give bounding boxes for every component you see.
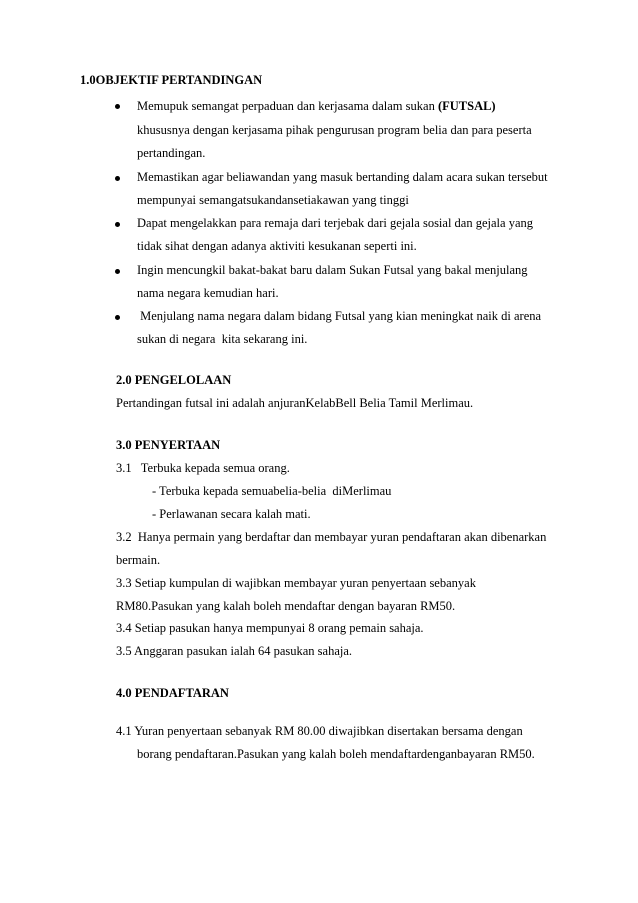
clause-3-4: 3.4 Setiap pasukan hanya mempunyai 8 orang pemain sahaja. [116, 621, 424, 635]
objective-1-line-3: pertandingan. [137, 146, 206, 160]
objective-4-line-1: Ingin mencungkil bakat-bakat baru dalam Sukan Futsal yang bakal menjulang [137, 263, 528, 277]
clause-3-1: 3.1 Terbuka kepada semua orang. [116, 461, 290, 475]
objective-2-line-2: mempunyai semangatsukandansetiakawan yang tinggi [137, 193, 409, 207]
clause-4-1-line-2: borang pendaftaran.Pasukan yang kalah boleh mendaftardenganbayaran RM50. [137, 747, 535, 761]
clause-3-2-line-2: bermain. [116, 553, 161, 567]
objective-5-line-1: Menjulang nama negara dalam bidang Futsal yang kian meningkat naik di arena [137, 309, 542, 323]
section-2-text: Pertandingan futsal ini adalah anjuranKelabBell Belia Tamil Merlimau. [116, 396, 474, 410]
clause-4-1-line-1: 4.1 Yuran penyertaan sebanyak RM 80.00 diwajibkan disertakan bersama dengan [116, 724, 523, 738]
objective-1-bold-text: (FUTSAL) [437, 99, 496, 113]
clause-3-5: 3.5 Anggaran pasukan ialah 64 pasukan sahaja. [116, 644, 353, 658]
section-2-heading: 2.0 PENGELOLAAN [116, 373, 232, 387]
section-4-heading: 4.0 PENDAFTARAN [116, 686, 229, 700]
objective-5-line-2: sukan di negara kita sekarang ini. [137, 332, 308, 346]
bullet-icon [115, 104, 120, 109]
bullet-icon [115, 176, 120, 181]
objective-3-line-2: tidak sihat dengan adanya aktiviti kesukanan seperti ini. [137, 239, 417, 253]
clause-3-1-b: - Perlawanan secara kalah mati. [152, 507, 311, 521]
objective-3-line-1: Dapat mengelakkan para remaja dari terjebak dari gejala sosial dan gejala yang [137, 216, 533, 230]
objective-2-line-1: Memastikan agar beliawandan yang masuk bertanding dalam acara sukan tersebut [137, 170, 548, 184]
objective-1-line-2: khususnya dengan kerjasama pihak pengurusan program belia dan para peserta [137, 123, 532, 137]
section-1-heading: 1.0OBJEKTIF PERTANDINGAN [80, 73, 263, 87]
objective-1-line-1 [137, 98, 496, 114]
section-3-heading: 3.0 PENYERTAAN [116, 438, 221, 452]
objective-1-text: Memupuk semangat perpaduan dan kerjasama dalam sukan [137, 99, 438, 113]
objective-4-line-2: nama negara kemudian hari. [137, 286, 279, 300]
clause-3-2-line-1: 3.2 Hanya permain yang berdaftar dan membayar yuran pendaftaran akan dibenarkan [116, 530, 547, 544]
clause-3-3-line-1: 3.3 Setiap kumpulan di wajibkan membayar yuran penyertaan sebanyak [116, 576, 476, 590]
clause-3-3-line-2: RM80.Pasukan yang kalah boleh mendaftar dengan bayaran RM50. [116, 599, 456, 613]
bullet-icon [115, 269, 120, 274]
bullet-icon [115, 315, 120, 320]
bullet-icon [115, 222, 120, 227]
clause-3-1-a: - Terbuka kepada semuabelia-belia diMerlimau [152, 484, 392, 498]
